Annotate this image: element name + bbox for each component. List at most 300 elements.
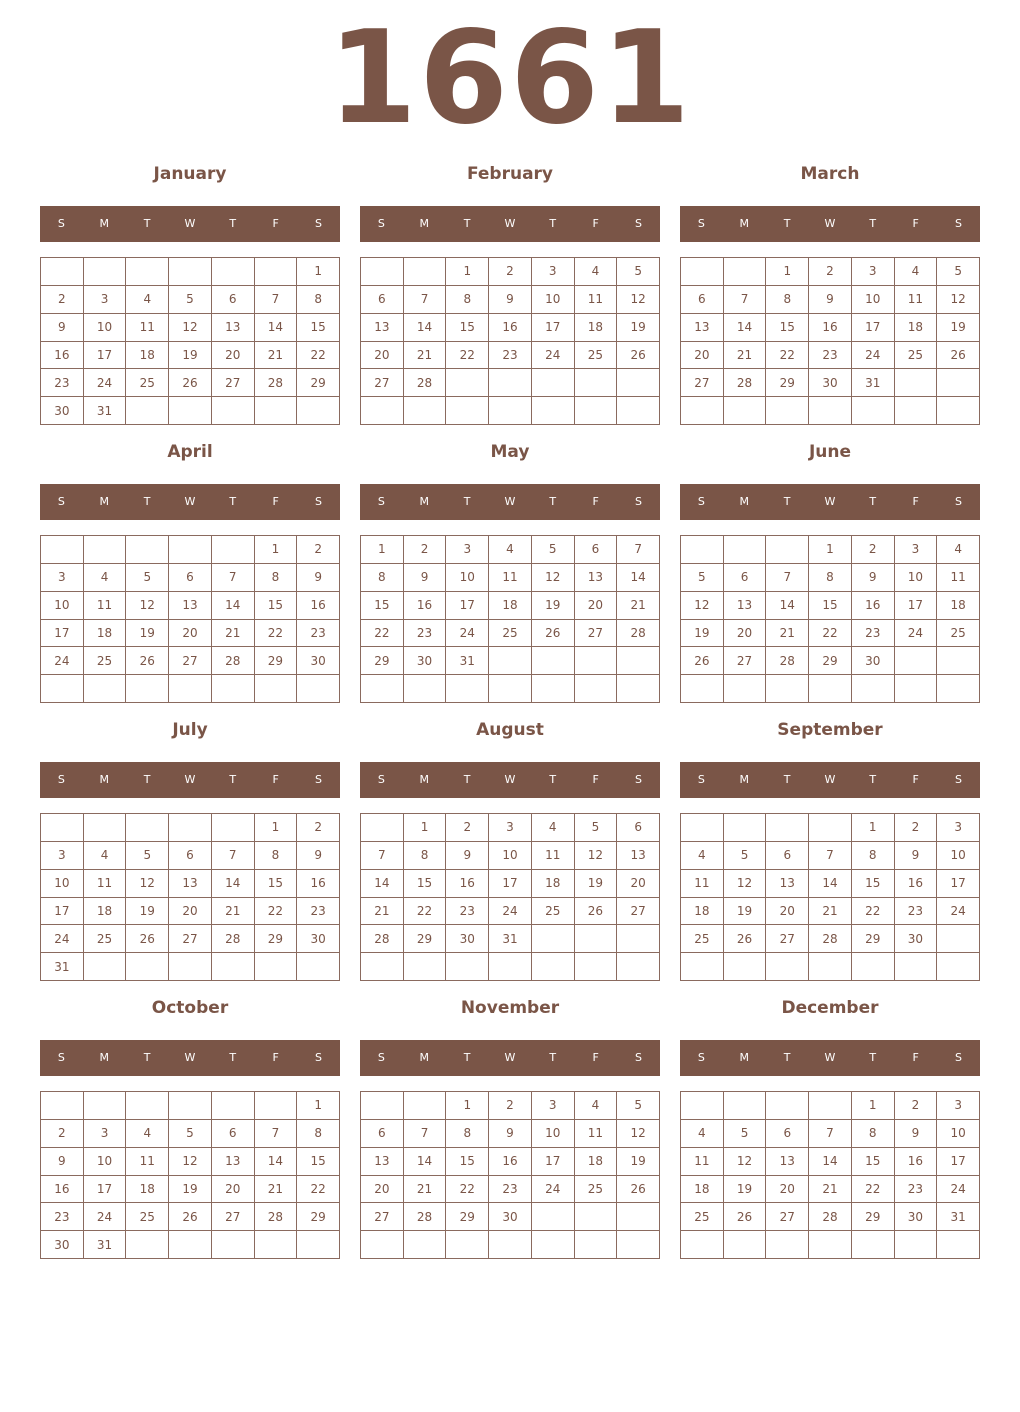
empty-cell (575, 675, 618, 703)
empty-cell (532, 675, 575, 703)
empty-cell (361, 397, 404, 425)
day-cell: 2 (489, 1092, 532, 1120)
empty-cell (404, 1231, 447, 1259)
day-cell: 25 (126, 1203, 169, 1231)
weekday-label: T (229, 217, 237, 230)
day-cell: 16 (809, 314, 852, 342)
weekday-label: S (634, 1051, 642, 1064)
day-cell: 30 (41, 397, 84, 425)
day-cell: 22 (255, 620, 298, 648)
day-cell: 13 (724, 592, 767, 620)
day-cell: 29 (446, 1203, 489, 1231)
empty-cell (575, 925, 618, 953)
day-cell: 24 (41, 925, 84, 953)
day-cell: 24 (937, 898, 980, 926)
day-cell: 19 (126, 620, 169, 648)
day-cell: 24 (852, 342, 895, 370)
weekday-header (40, 484, 340, 520)
day-cell: 12 (126, 592, 169, 620)
empty-cell (895, 647, 938, 675)
weekday-label: T (549, 217, 557, 230)
empty-cell (617, 675, 660, 703)
day-cell: 29 (255, 647, 298, 675)
day-cell: 1 (297, 258, 340, 286)
day-cell: 23 (446, 898, 489, 926)
day-cell: 31 (937, 1203, 980, 1231)
empty-cell (895, 675, 938, 703)
day-cell: 29 (297, 1203, 340, 1231)
empty-cell (532, 925, 575, 953)
day-cell: 21 (255, 1176, 298, 1204)
day-cell: 11 (489, 564, 532, 592)
day-cell: 21 (766, 620, 809, 648)
day-cell: 4 (126, 1120, 169, 1148)
month-name: May (490, 442, 530, 462)
day-cell: 25 (937, 620, 980, 648)
empty-cell (446, 369, 489, 397)
day-cell: 4 (84, 564, 127, 592)
empty-cell (41, 814, 84, 842)
empty-cell (766, 397, 809, 425)
day-cell: 2 (41, 286, 84, 314)
day-cell: 12 (937, 286, 980, 314)
weekday-label: S (57, 1051, 65, 1064)
weekday-label: S (697, 495, 705, 508)
empty-cell (617, 397, 660, 425)
day-grid (40, 535, 340, 703)
day-cell: 23 (809, 342, 852, 370)
weekday-label: S (954, 773, 962, 786)
day-cell: 17 (84, 342, 127, 370)
weekday-label: S (377, 217, 385, 230)
empty-cell (895, 369, 938, 397)
empty-cell (169, 536, 212, 564)
day-cell: 18 (681, 1176, 724, 1204)
day-cell: 23 (297, 898, 340, 926)
day-cell: 20 (681, 342, 724, 370)
empty-cell (212, 258, 255, 286)
empty-cell (212, 1092, 255, 1120)
empty-cell (489, 397, 532, 425)
day-grid (40, 1091, 340, 1259)
weekday-label: W (504, 495, 516, 508)
day-cell: 31 (84, 397, 127, 425)
day-cell: 21 (724, 342, 767, 370)
day-cell: 14 (255, 314, 298, 342)
day-cell: 1 (446, 258, 489, 286)
day-cell: 6 (361, 286, 404, 314)
day-cell: 3 (489, 814, 532, 842)
day-cell: 5 (575, 814, 618, 842)
day-cell: 6 (169, 564, 212, 592)
day-cell: 10 (937, 842, 980, 870)
day-cell: 17 (489, 870, 532, 898)
day-cell: 26 (724, 1203, 767, 1231)
day-cell: 8 (446, 1120, 489, 1148)
day-cell: 12 (681, 592, 724, 620)
day-grid (680, 535, 980, 703)
day-cell: 13 (766, 1148, 809, 1176)
day-cell: 20 (575, 592, 618, 620)
empty-cell (766, 1231, 809, 1259)
day-cell: 2 (489, 258, 532, 286)
day-cell: 13 (575, 564, 618, 592)
day-cell: 19 (169, 1176, 212, 1204)
day-cell: 16 (446, 870, 489, 898)
day-cell: 7 (724, 286, 767, 314)
day-cell: 9 (446, 842, 489, 870)
empty-cell (446, 953, 489, 981)
day-cell: 17 (937, 1148, 980, 1176)
day-cell: 15 (809, 592, 852, 620)
day-cell: 22 (361, 620, 404, 648)
day-cell: 25 (681, 1203, 724, 1231)
month-name: January (153, 164, 227, 184)
weekday-label: S (697, 217, 705, 230)
month-name: December (781, 998, 879, 1018)
weekday-label: T (783, 495, 791, 508)
empty-cell (852, 953, 895, 981)
empty-cell (297, 397, 340, 425)
day-cell: 7 (809, 1120, 852, 1148)
empty-cell (532, 953, 575, 981)
day-cell: 27 (361, 1203, 404, 1231)
day-cell: 24 (937, 1176, 980, 1204)
empty-cell (532, 1203, 575, 1231)
day-cell: 7 (255, 1120, 298, 1148)
weekday-label: S (57, 495, 65, 508)
day-cell: 31 (852, 369, 895, 397)
weekday-label: W (504, 1051, 516, 1064)
day-cell: 5 (169, 286, 212, 314)
day-cell: 5 (724, 842, 767, 870)
empty-cell (895, 1231, 938, 1259)
day-cell: 26 (681, 647, 724, 675)
empty-cell (84, 953, 127, 981)
day-cell: 19 (617, 1148, 660, 1176)
day-cell: 25 (84, 647, 127, 675)
day-cell: 8 (809, 564, 852, 592)
day-cell: 15 (404, 870, 447, 898)
day-cell: 19 (532, 592, 575, 620)
weekday-label: T (869, 217, 877, 230)
empty-cell (681, 1092, 724, 1120)
day-cell: 5 (724, 1120, 767, 1148)
day-cell: 22 (255, 898, 298, 926)
empty-cell (446, 397, 489, 425)
weekday-label: S (634, 217, 642, 230)
weekday-label: F (272, 1051, 279, 1064)
empty-cell (489, 675, 532, 703)
day-cell: 17 (41, 620, 84, 648)
day-cell: 21 (361, 898, 404, 926)
day-cell: 28 (404, 369, 447, 397)
empty-cell (84, 536, 127, 564)
day-cell: 18 (532, 870, 575, 898)
day-cell: 25 (532, 898, 575, 926)
empty-cell (575, 1203, 618, 1231)
weekday-label: S (314, 495, 322, 508)
weekday-label: T (463, 773, 471, 786)
day-cell: 30 (895, 1203, 938, 1231)
weekday-label: T (143, 495, 151, 508)
day-cell: 26 (724, 925, 767, 953)
weekday-label: W (824, 217, 836, 230)
weekday-label: F (592, 773, 599, 786)
weekday-label: T (229, 773, 237, 786)
day-cell: 25 (126, 369, 169, 397)
day-cell: 11 (575, 1120, 618, 1148)
empty-cell (169, 953, 212, 981)
day-cell: 24 (532, 1176, 575, 1204)
empty-cell (446, 675, 489, 703)
day-grid (360, 1091, 660, 1259)
day-cell: 19 (724, 898, 767, 926)
day-cell: 27 (617, 898, 660, 926)
day-cell: 8 (852, 842, 895, 870)
empty-cell (404, 397, 447, 425)
day-cell: 20 (361, 342, 404, 370)
empty-cell (361, 1092, 404, 1120)
weekday-label: S (954, 495, 962, 508)
weekday-label: S (314, 773, 322, 786)
weekday-label: F (912, 773, 919, 786)
day-cell: 11 (575, 286, 618, 314)
day-cell: 6 (361, 1120, 404, 1148)
day-cell: 23 (297, 620, 340, 648)
day-grid (360, 535, 660, 703)
day-cell: 17 (84, 1176, 127, 1204)
empty-cell (212, 814, 255, 842)
day-cell: 12 (724, 1148, 767, 1176)
empty-cell (852, 675, 895, 703)
empty-cell (297, 675, 340, 703)
weekday-label: F (272, 217, 279, 230)
weekday-label: T (783, 1051, 791, 1064)
day-cell: 13 (361, 314, 404, 342)
day-cell: 9 (489, 1120, 532, 1148)
day-cell: 4 (126, 286, 169, 314)
month-name: October (151, 998, 229, 1018)
day-cell: 29 (255, 925, 298, 953)
day-cell: 12 (169, 1148, 212, 1176)
day-cell: 14 (404, 1148, 447, 1176)
day-cell: 9 (895, 1120, 938, 1148)
day-cell: 27 (169, 647, 212, 675)
day-cell: 16 (404, 592, 447, 620)
day-cell: 1 (404, 814, 447, 842)
day-cell: 9 (852, 564, 895, 592)
empty-cell (255, 397, 298, 425)
weekday-label: T (143, 217, 151, 230)
empty-cell (169, 814, 212, 842)
day-cell: 1 (255, 814, 298, 842)
day-cell: 20 (766, 1176, 809, 1204)
weekday-label: W (184, 1051, 196, 1064)
day-cell: 2 (297, 814, 340, 842)
empty-cell (489, 953, 532, 981)
day-cell: 31 (489, 925, 532, 953)
day-cell: 10 (532, 286, 575, 314)
day-cell: 4 (575, 1092, 618, 1120)
day-cell: 8 (404, 842, 447, 870)
empty-cell (361, 953, 404, 981)
day-cell: 2 (895, 814, 938, 842)
empty-cell (126, 953, 169, 981)
day-cell: 13 (681, 314, 724, 342)
day-cell: 23 (895, 1176, 938, 1204)
day-cell: 16 (41, 342, 84, 370)
day-cell: 26 (617, 1176, 660, 1204)
weekday-label: M (419, 773, 430, 786)
day-cell: 17 (895, 592, 938, 620)
day-cell: 11 (84, 592, 127, 620)
empty-cell (212, 953, 255, 981)
day-cell: 24 (84, 1203, 127, 1231)
day-cell: 30 (489, 1203, 532, 1231)
day-cell: 14 (809, 870, 852, 898)
weekday-label: W (184, 495, 196, 508)
day-cell: 5 (617, 258, 660, 286)
day-cell: 28 (255, 1203, 298, 1231)
day-cell: 16 (489, 1148, 532, 1176)
weekday-header (40, 1040, 340, 1076)
empty-cell (489, 1231, 532, 1259)
empty-cell (766, 1092, 809, 1120)
empty-cell (212, 397, 255, 425)
empty-cell (937, 1231, 980, 1259)
empty-cell (126, 258, 169, 286)
day-cell: 27 (361, 369, 404, 397)
empty-cell (617, 1203, 660, 1231)
weekday-label: T (783, 217, 791, 230)
empty-cell (126, 397, 169, 425)
day-cell: 18 (895, 314, 938, 342)
day-cell: 11 (126, 1148, 169, 1176)
empty-cell (404, 258, 447, 286)
empty-cell (169, 1231, 212, 1259)
day-cell: 12 (724, 870, 767, 898)
day-cell: 18 (126, 1176, 169, 1204)
weekday-label: F (592, 217, 599, 230)
day-grid (680, 257, 980, 425)
empty-cell (724, 953, 767, 981)
day-cell: 18 (84, 898, 127, 926)
empty-cell (361, 1231, 404, 1259)
empty-cell (766, 814, 809, 842)
day-cell: 7 (617, 536, 660, 564)
day-cell: 15 (255, 592, 298, 620)
day-cell: 21 (809, 898, 852, 926)
day-cell: 20 (212, 1176, 255, 1204)
empty-cell (852, 1231, 895, 1259)
day-cell: 26 (126, 647, 169, 675)
day-cell: 14 (617, 564, 660, 592)
day-cell: 20 (361, 1176, 404, 1204)
day-cell: 14 (724, 314, 767, 342)
day-cell: 13 (169, 870, 212, 898)
empty-cell (809, 1231, 852, 1259)
day-cell: 1 (446, 1092, 489, 1120)
day-cell: 29 (852, 1203, 895, 1231)
month-name: April (167, 442, 213, 462)
weekday-label: S (314, 1051, 322, 1064)
weekday-label: T (549, 495, 557, 508)
day-cell: 21 (809, 1176, 852, 1204)
empty-cell (169, 258, 212, 286)
weekday-label: M (99, 773, 110, 786)
day-cell: 5 (937, 258, 980, 286)
day-cell: 6 (617, 814, 660, 842)
day-cell: 13 (212, 1148, 255, 1176)
day-cell: 13 (766, 870, 809, 898)
empty-cell (532, 369, 575, 397)
day-cell: 15 (446, 1148, 489, 1176)
weekday-label: T (783, 773, 791, 786)
day-cell: 3 (937, 814, 980, 842)
weekday-header (680, 484, 980, 520)
empty-cell (532, 1231, 575, 1259)
empty-cell (724, 536, 767, 564)
weekday-label: F (592, 1051, 599, 1064)
day-cell: 9 (489, 286, 532, 314)
day-cell: 28 (361, 925, 404, 953)
empty-cell (255, 1231, 298, 1259)
day-cell: 10 (489, 842, 532, 870)
empty-cell (617, 1231, 660, 1259)
weekday-label: S (954, 1051, 962, 1064)
weekday-label: T (549, 1051, 557, 1064)
day-cell: 7 (809, 842, 852, 870)
day-cell: 11 (937, 564, 980, 592)
empty-cell (126, 675, 169, 703)
day-cell: 27 (575, 620, 618, 648)
day-cell: 14 (766, 592, 809, 620)
day-cell: 16 (489, 314, 532, 342)
weekday-label: M (99, 217, 110, 230)
empty-cell (297, 1231, 340, 1259)
day-cell: 3 (446, 536, 489, 564)
day-cell: 24 (446, 620, 489, 648)
day-cell: 21 (404, 342, 447, 370)
day-cell: 28 (404, 1203, 447, 1231)
day-cell: 18 (84, 620, 127, 648)
day-grid (680, 813, 980, 981)
day-grid (40, 257, 340, 425)
empty-cell (255, 1092, 298, 1120)
weekday-label: S (954, 217, 962, 230)
day-cell: 30 (446, 925, 489, 953)
day-cell: 28 (724, 369, 767, 397)
weekday-label: S (57, 217, 65, 230)
weekday-label: F (592, 495, 599, 508)
day-cell: 17 (532, 314, 575, 342)
day-cell: 31 (41, 953, 84, 981)
weekday-label: W (184, 217, 196, 230)
empty-cell (617, 925, 660, 953)
day-cell: 28 (809, 925, 852, 953)
day-cell: 3 (84, 286, 127, 314)
day-cell: 6 (681, 286, 724, 314)
day-cell: 26 (169, 1203, 212, 1231)
day-cell: 16 (895, 870, 938, 898)
day-cell: 10 (84, 1148, 127, 1176)
weekday-label: T (143, 1051, 151, 1064)
day-cell: 31 (446, 647, 489, 675)
empty-cell (681, 814, 724, 842)
day-cell: 30 (852, 647, 895, 675)
day-cell: 6 (169, 842, 212, 870)
